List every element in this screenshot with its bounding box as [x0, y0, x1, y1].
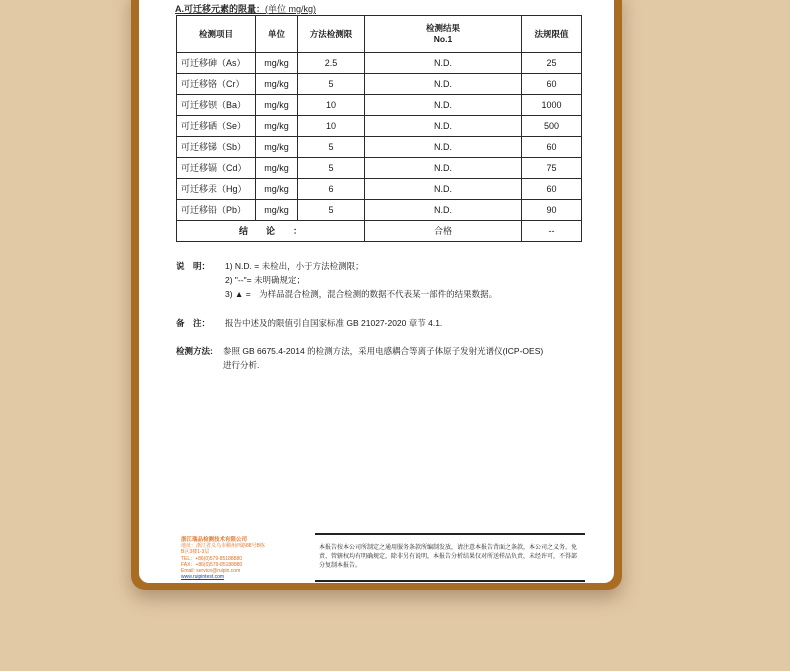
- company-email: Email: service@ruipin.com: [181, 568, 241, 575]
- explanation-line-2: 2) "--"= 未明确规定；: [225, 275, 305, 285]
- table-row: [177, 137, 582, 158]
- section-title-text: A.可迁移元素的限量：: [175, 4, 266, 14]
- cell-unit: mg/kg: [256, 116, 298, 137]
- header-result-label: 检测结果: [425, 23, 460, 33]
- remark-text: 报告中述及的限值引自国家标准 GB 21027-2020 章节 4.1.: [225, 318, 443, 328]
- explanation-label: 说 明：: [176, 261, 211, 271]
- section-title-unit: (单位 mg/kg): [265, 4, 317, 14]
- explanation-line-1: 1) N.D. = 未检出，小于方法检测限；: [225, 261, 364, 271]
- cell-result: N.D.: [365, 53, 522, 74]
- cell-unit: mg/kg: [256, 179, 298, 200]
- cell-result: N.D.: [365, 179, 522, 200]
- cell-item-name: 可迁移铅（Pb）: [177, 200, 256, 221]
- cell-result: N.D.: [365, 116, 522, 137]
- cell-unit: mg/kg: [256, 74, 298, 95]
- section-title: [175, 2, 316, 15]
- table-row: [177, 53, 582, 74]
- cell-mdl: 5: [298, 137, 365, 158]
- company-phone: TEL：+86(0)579-85188880: [181, 555, 243, 562]
- header-unit: 单位: [256, 16, 298, 53]
- company-contact-block: [181, 537, 291, 580]
- explanation-line-3: 3) ▲ = 为样品混合检测，混合检测的数据不代表某一部件的结果数据。: [225, 289, 498, 299]
- conclusion-row: [177, 221, 582, 242]
- header-result-no: No.1: [433, 34, 453, 44]
- table-header-row: [177, 16, 582, 53]
- table-row: [177, 116, 582, 137]
- cell-mdl: 6: [298, 179, 365, 200]
- conclusion-limit: --: [522, 221, 582, 242]
- cell-item-name: 可迁移砷（As）: [177, 53, 256, 74]
- company-address-line: 地址：浙江省义乌市稠州西路88号B栋: [181, 543, 265, 550]
- header-result: [365, 16, 522, 53]
- migration-limits-table: [176, 15, 582, 242]
- cell-mdl: 2.5: [298, 53, 365, 74]
- cell-limit: 1000: [522, 95, 582, 116]
- table-row: [177, 179, 582, 200]
- method-line-1: 参照 GB 6675.4-2014 的检测方法，采用电感耦合等离子体原子发射光谱仪(ICP-OES): [223, 346, 544, 356]
- company-website-link[interactable]: www.ruipintest.com: [181, 574, 225, 581]
- company-fax: FAX：+86(0)579-85188880: [181, 561, 243, 568]
- cell-limit: 60: [522, 179, 582, 200]
- cell-mdl: 10: [298, 116, 365, 137]
- cell-mdl: 10: [298, 95, 365, 116]
- cell-result: N.D.: [365, 158, 522, 179]
- cell-item-name: 可迁移锑（Sb）: [177, 137, 256, 158]
- cell-unit: mg/kg: [256, 137, 298, 158]
- cell-mdl: 5: [298, 74, 365, 95]
- cell-result: N.D.: [365, 95, 522, 116]
- cell-limit: 60: [522, 74, 582, 95]
- conclusion-label: 结 论 ：: [177, 221, 365, 242]
- company-name: 浙江瑞品检测技术有限公司: [181, 537, 248, 543]
- table-row: [177, 74, 582, 95]
- conclusion-result: 合格: [365, 221, 522, 242]
- cell-item-name: 可迁移汞（Hg）: [177, 179, 256, 200]
- method-line-2: 进行分析.: [223, 360, 260, 370]
- cell-unit: mg/kg: [256, 158, 298, 179]
- cell-limit: 25: [522, 53, 582, 74]
- cell-limit: 90: [522, 200, 582, 221]
- table-row: [177, 200, 582, 221]
- cell-unit: mg/kg: [256, 200, 298, 221]
- table-row: [177, 95, 582, 116]
- footer-divider-bottom: [315, 580, 585, 582]
- cell-item-name: 可迁移铬（Cr）: [177, 74, 256, 95]
- footer-divider-top: [315, 533, 585, 535]
- cell-mdl: 5: [298, 200, 365, 221]
- remark-label: 备 注：: [176, 318, 211, 328]
- cell-mdl: 5: [298, 158, 365, 179]
- cell-limit: 500: [522, 116, 582, 137]
- table-row: [177, 158, 582, 179]
- cell-result: N.D.: [365, 200, 522, 221]
- report-page: [139, 0, 614, 583]
- cell-unit: mg/kg: [256, 53, 298, 74]
- footer-disclaimer: 本报告按本公司所制定之通用服务条款所编制发放，请注意本报告背面之条款，本公司之义务、免责、管辖权均有明确规定，除非另有说明，本报告分析结果仅对所送样品负责，未经许可，不得部分复制本报告。: [319, 545, 578, 569]
- cell-limit: 60: [522, 137, 582, 158]
- cell-item-name: 可迁移镉（Cd）: [177, 158, 256, 179]
- header-limit: 法规限值: [522, 16, 582, 53]
- cell-result: N.D.: [365, 137, 522, 158]
- cell-limit: 75: [522, 158, 582, 179]
- company-address-line: B区3楼1-3层: [181, 549, 210, 556]
- header-item: 检测项目: [177, 16, 256, 53]
- method-label: 检测方法:: [176, 346, 213, 356]
- cell-item-name: 可迁移钡（Ba）: [177, 95, 256, 116]
- cell-unit: mg/kg: [256, 95, 298, 116]
- table-body: [177, 53, 582, 221]
- header-mdl: 方法检测限: [298, 16, 365, 53]
- cell-result: N.D.: [365, 74, 522, 95]
- cell-item-name: 可迁移硒（Se）: [177, 116, 256, 137]
